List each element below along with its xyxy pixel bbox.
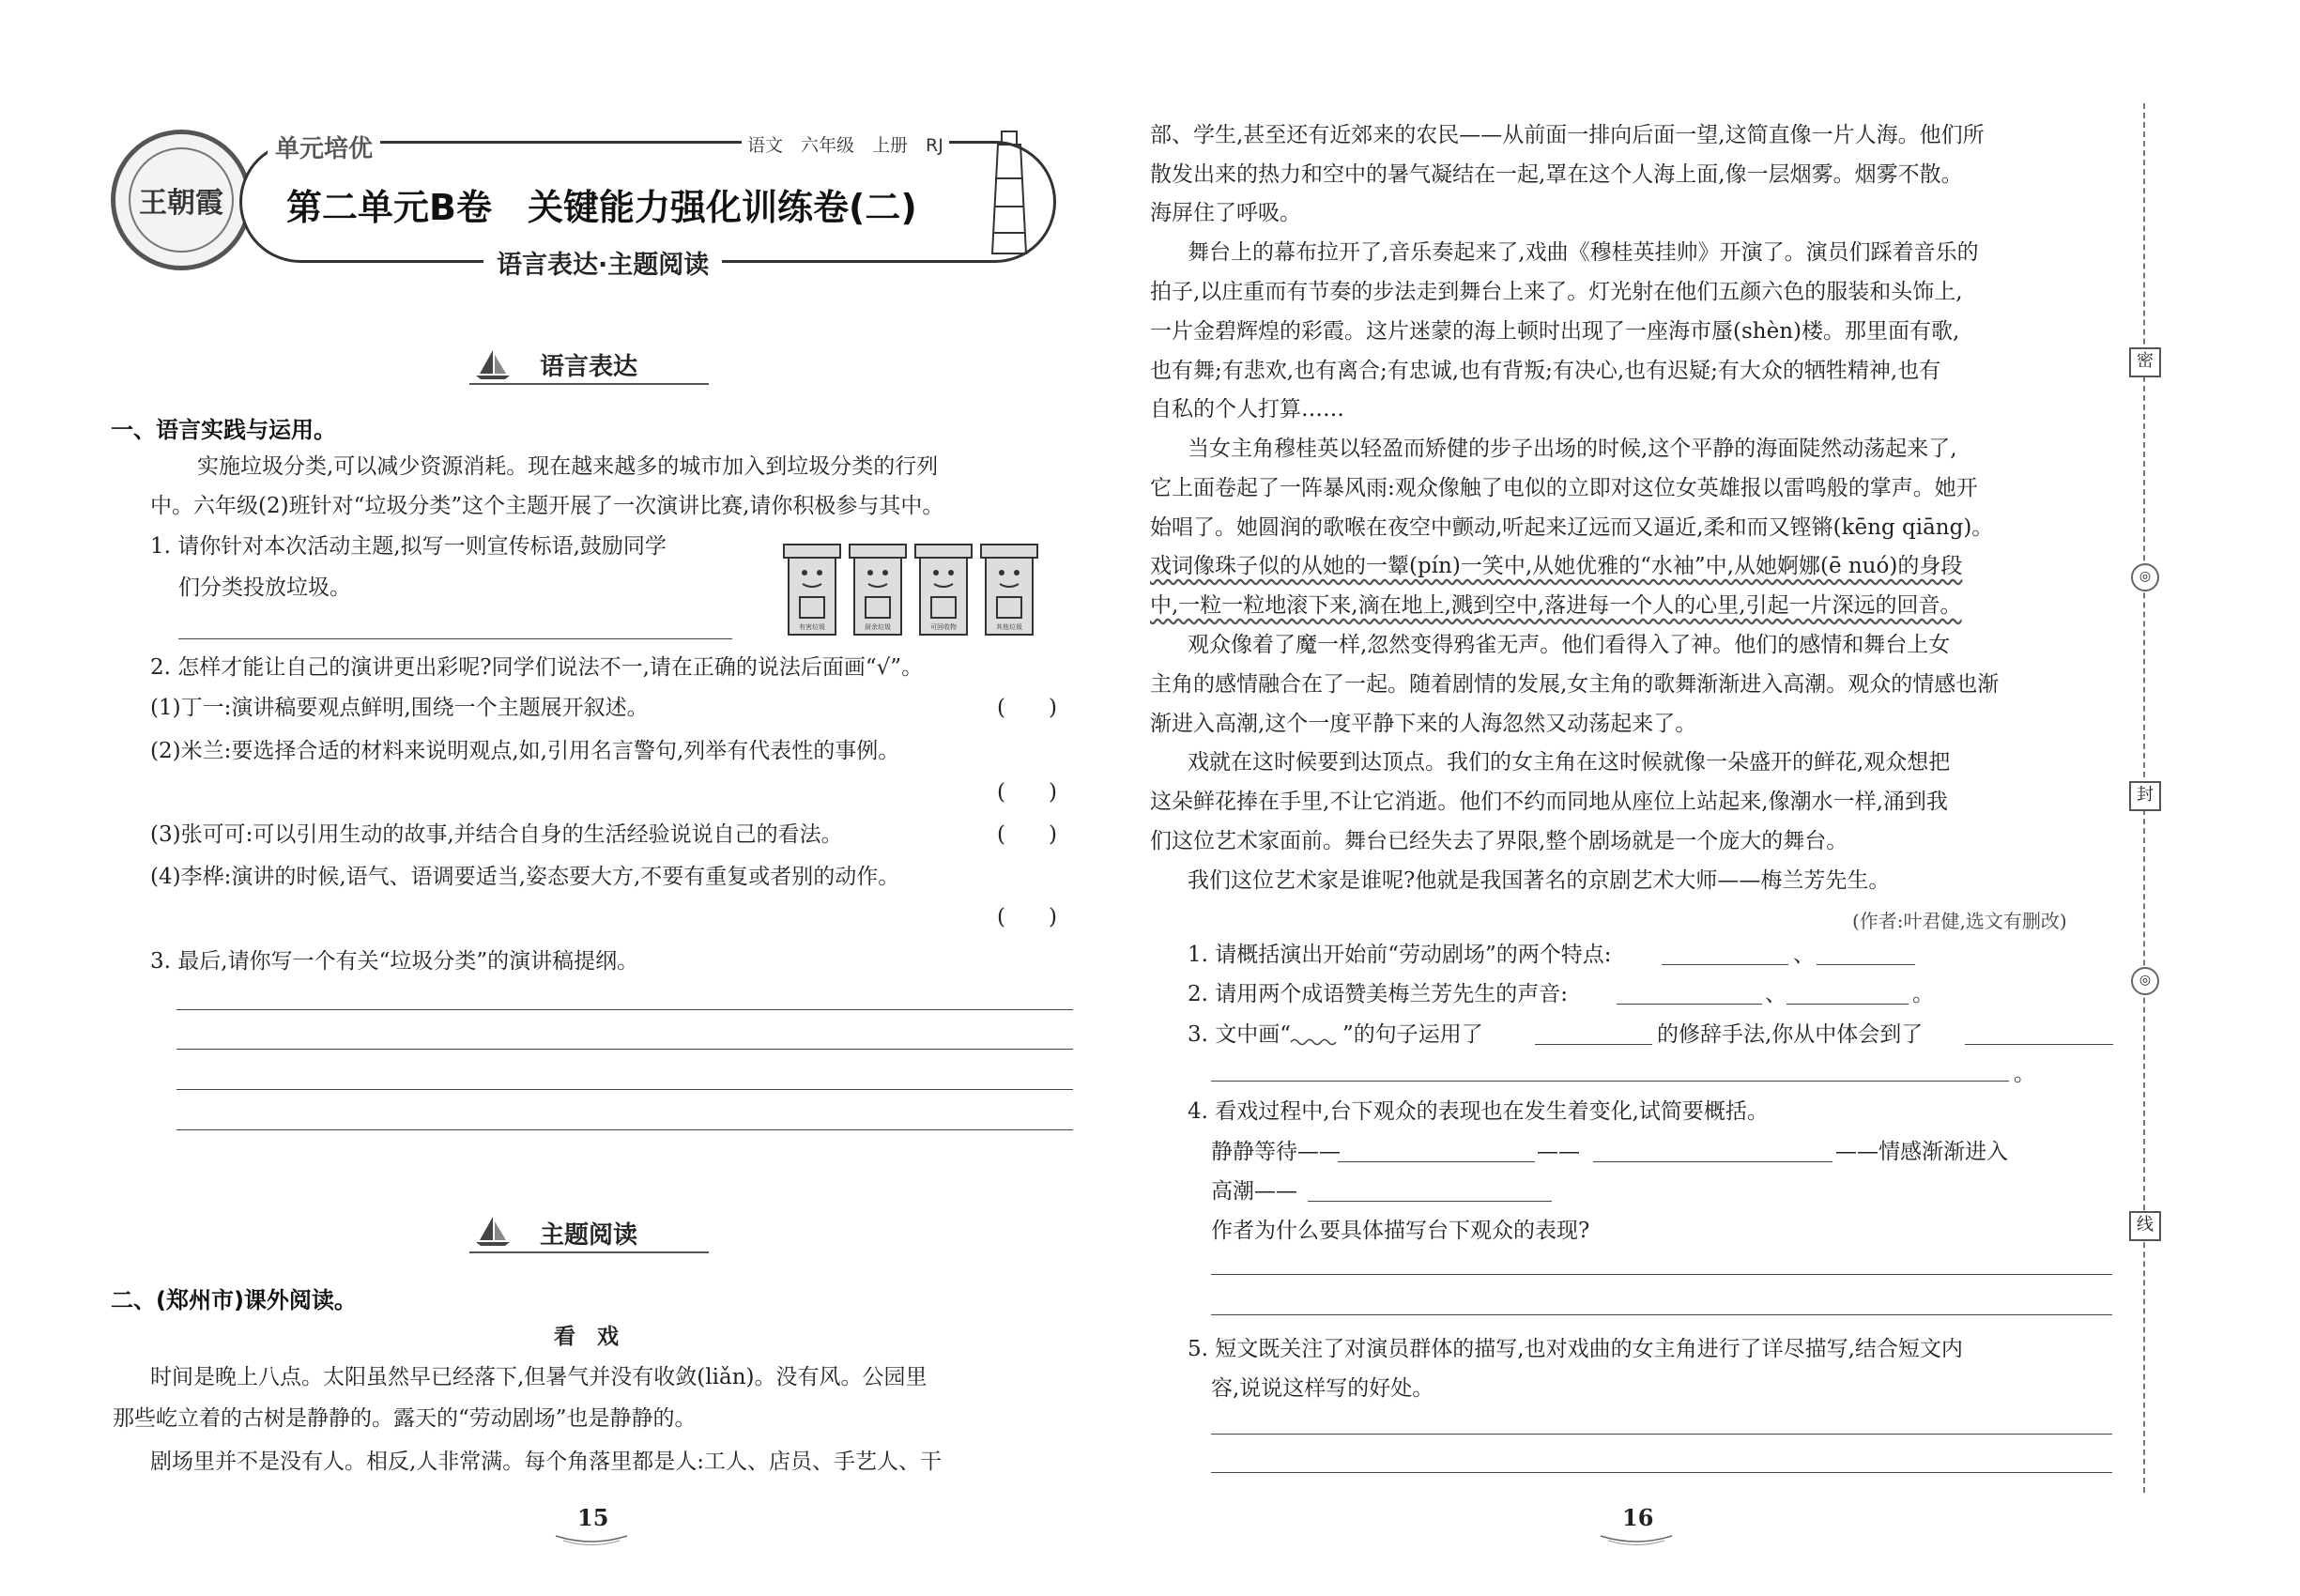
r-q2-end: 。 bbox=[1912, 982, 1934, 1006]
page-number: 15 bbox=[577, 1504, 609, 1531]
page-title: 第二单元B卷 关键能力强化训练卷(二) bbox=[286, 187, 917, 228]
story-line-3: 剧场里并不是没有人。相反,人非常满。每个角落里都是人:工人、店员、手艺人、干 bbox=[150, 1450, 943, 1474]
r-q4-followup: 作者为什么要具体描写台下观众的表现? bbox=[1211, 1219, 1590, 1243]
binding-circle-icon: ◎ bbox=[2131, 967, 2159, 995]
q2-prompt: 2. 怎样才能让自己的演讲更出彩呢?同学们说法不一,请在正确的说法后面画“√”。 bbox=[150, 655, 924, 680]
q2-item-3-paren[interactable]: ( ) bbox=[997, 822, 1057, 847]
page-number-ornament bbox=[554, 1532, 629, 1545]
story-cont-line-19: 们这位艺术家面前。舞台已经失去了界限,整个剧场就是一个庞大的舞台。 bbox=[1150, 829, 1848, 853]
bin-label-4: 其他垃圾 bbox=[996, 623, 1022, 631]
story-title: 看 戏 bbox=[554, 1324, 619, 1349]
q1-line-1: 1. 请你针对本次活动主题,拟写一则宣传标语,鼓励同学 bbox=[150, 534, 667, 559]
part2-heading: 二、(郑州市)课外阅读。 bbox=[111, 1287, 357, 1313]
story-author: (作者:叶君健,选文有删改) bbox=[1852, 910, 2067, 932]
sailboat-icon bbox=[474, 347, 512, 380]
sailboat-icon bbox=[474, 1214, 512, 1247]
intro-line-1: 实施垃圾分类,可以减少资源消耗。现在越来越多的城市加入到垃圾分类的行列 bbox=[197, 454, 939, 479]
grade-meta: 语文 六年级 上册 RJ bbox=[742, 131, 949, 157]
page-number-ornament bbox=[1599, 1532, 1674, 1545]
r-q1-blank-2[interactable] bbox=[1817, 964, 1915, 965]
bin-label-2: 厨余垃圾 bbox=[865, 623, 891, 631]
story-cont-line-11: 始唱了。她圆润的歌喉在夜空中颤动,听起来辽远而又逼近,柔和而又铿锵(kēng qiāng)。 bbox=[1150, 515, 1994, 540]
section-title-reading: 主题阅读 bbox=[540, 1221, 638, 1250]
story-cont-line-12: 戏词像珠子似的从她的一颦(pín)一笑中,从她优雅的“水袖”中,从她婀娜(ē nuó)的身段 bbox=[1150, 554, 1963, 578]
story-cont-line-18: 这朵鲜花捧在手里,不让它消逝。他们不约而同地从座位上站起来,像潮水一样,涌到我 bbox=[1150, 790, 1948, 814]
r-q3-end: 。 bbox=[2014, 1062, 2035, 1086]
q3-answer-line-2[interactable] bbox=[176, 1049, 1073, 1050]
q2-item-3: (3)张可可:可以引用生动的故事,并结合自身的生活经验说说自己的看法。 bbox=[150, 822, 843, 847]
binding-mark-cover: 封 bbox=[2129, 781, 2161, 811]
r-q4-dash: —— bbox=[1537, 1140, 1580, 1164]
right-page bbox=[1150, 0, 2300, 1596]
r-q3-answer-line[interactable] bbox=[1211, 1081, 2009, 1082]
part1-heading: 一、语言实践与运用。 bbox=[111, 417, 336, 443]
q3-prompt: 3. 最后,请你写一个有关“垃圾分类”的演讲稿提纲。 bbox=[150, 949, 639, 974]
story-cont-line-7: 也有舞;有悲欢,也有离合;有忠诚,也有背叛;有决心,也有迟疑;有大众的牺牲精神,也有 bbox=[1150, 359, 1941, 383]
q1-answer-line[interactable] bbox=[178, 638, 732, 639]
page-subtitle: 语言表达·主题阅读 bbox=[483, 244, 722, 281]
r-q3-blank-rhetoric[interactable] bbox=[1535, 1044, 1652, 1045]
r-q3-part-c: 的修辞手法,你从中体会到了 bbox=[1657, 1022, 1924, 1047]
section-underline bbox=[469, 383, 709, 385]
binding-mark-seal: 密 bbox=[2129, 347, 2161, 377]
story-cont-line-5: 拍子,以庄重而有节奏的步法走到舞台上来了。灯光射在他们五颜六色的服装和头饰上, bbox=[1150, 280, 1963, 304]
story-cont-line-3: 海屏住了呼吸。 bbox=[1150, 201, 1301, 225]
q2-item-1: (1)丁一:演讲稿要观点鲜明,围绕一个主题展开叙述。 bbox=[150, 696, 649, 720]
r-q1-blank-1[interactable] bbox=[1662, 964, 1788, 965]
r-q4-answer-line-2[interactable] bbox=[1211, 1314, 2112, 1315]
q1-line-2: 们分类投放垃圾。 bbox=[178, 575, 351, 600]
brand-logo bbox=[111, 130, 252, 270]
r-q3-blank-meaning[interactable] bbox=[1965, 1044, 2113, 1045]
q3-answer-line-4[interactable] bbox=[176, 1129, 1073, 1130]
binding-circle-icon: ◎ bbox=[2131, 563, 2159, 591]
story-cont-line-20: 我们这位艺术家是谁呢?他就是我国著名的京剧艺术大师——梅兰芳先生。 bbox=[1188, 868, 1891, 893]
intro-line-2: 中。六年级(2)班针对“垃圾分类”这个主题开展了一次演讲比赛,请你积极参与其中。 bbox=[150, 494, 944, 518]
q2-item-4: (4)李桦:演讲的时候,语气、语调要适当,姿态要大方,不要有重复或者别的动作。 bbox=[150, 865, 900, 889]
q3-answer-line-3[interactable] bbox=[176, 1089, 1073, 1090]
bin-label-1: 有害垃圾 bbox=[799, 623, 825, 631]
story-cont-line-16: 渐进入高潮,这个一度平静下来的人海忽然又动荡起来了。 bbox=[1150, 712, 1697, 736]
binding-mark-line: 线 bbox=[2129, 1211, 2161, 1241]
r-q3-part-b: ”的句子运用了 bbox=[1342, 1022, 1483, 1047]
story-cont-line-9: 当女主角穆桂英以轻盈而矫健的步子出场的时候,这个平静的海面陡然动荡起来了, bbox=[1188, 437, 1957, 461]
story-line-2: 那些屹立着的古树是静静的。露天的“劳动剧场”也是静静的。 bbox=[113, 1406, 697, 1431]
r-q5-answer-line-2[interactable] bbox=[1211, 1472, 2112, 1473]
story-cont-line-1: 部、学生,甚至还有近郊来的农民——从前面一排向后面一望,这简直像一片人海。他们所 bbox=[1150, 123, 1985, 147]
r-q5-line-2: 容,说说这样写的好处。 bbox=[1211, 1376, 1434, 1401]
r-q2-sep: 、 bbox=[1765, 982, 1786, 1006]
r-q4-stage-4: 高潮—— bbox=[1211, 1179, 1297, 1204]
series-tag: 单元培优 bbox=[268, 130, 380, 164]
section-underline bbox=[469, 1251, 709, 1253]
r-q4-stage-1: 静静等待—— bbox=[1211, 1140, 1341, 1164]
r-q4-blank-3[interactable] bbox=[1308, 1201, 1552, 1202]
r-q2-prompt: 2. 请用两个成语赞美梅兰芳先生的声音: bbox=[1188, 982, 1569, 1006]
story-line-1: 时间是晚上八点。太阳虽然早已经落下,但暑气并没有收敛(liǎn)。没有风。公园里 bbox=[150, 1365, 928, 1389]
story-cont-line-6: 一片金碧辉煌的彩霞。这片迷蒙的海上顿时出现了一座海市蜃(shèn)楼。那里面有歌, bbox=[1150, 319, 1960, 344]
story-cont-line-15: 主角的感情融合在了一起。随着剧情的发展,女主角的歌舞渐渐进入高潮。观众的情感也渐 bbox=[1150, 672, 2000, 697]
q3-answer-line-1[interactable] bbox=[176, 1009, 1073, 1010]
story-cont-line-14: 观众像着了魔一样,忽然变得鸦雀无声。他们看得入了神。他们的感情和舞台上女 bbox=[1188, 633, 1951, 657]
story-cont-line-17: 戏就在这时候要到达顶点。我们的女主角在这时候就像一朵盛开的鲜花,观众想把 bbox=[1188, 750, 1951, 775]
bin-label-3: 可回收物 bbox=[930, 623, 957, 631]
r-q4-blank-1[interactable] bbox=[1338, 1161, 1535, 1162]
r-q1-sep: 、 bbox=[1793, 943, 1815, 967]
r-q4-blank-2[interactable] bbox=[1593, 1161, 1832, 1162]
r-q5-answer-line-1[interactable] bbox=[1211, 1434, 2112, 1435]
r-q1-prompt: 1. 请概括演出开始前“劳动剧场”的两个特点: bbox=[1188, 943, 1612, 967]
r-q3-part-a: 3. 文中画“ bbox=[1188, 1022, 1292, 1047]
section-title-expression: 语言表达 bbox=[540, 353, 638, 381]
wavy-underline-sample bbox=[1289, 1031, 1341, 1046]
story-cont-line-13: 中,一粒一粒地滚下来,滴在地上,溅到空中,落进每一个人的心里,引起一片深远的回音。 bbox=[1150, 593, 1962, 618]
garbage-bins-illustration bbox=[779, 535, 1042, 638]
q2-item-2: (2)米兰:要选择合适的材料来说明观点,如,引用名言警句,列举有代表性的事例。 bbox=[150, 739, 900, 763]
story-cont-line-10: 它上面卷起了一阵暴风雨:观众像触了电似的立即对这位女英雄报以雷鸣般的掌声。她开 bbox=[1150, 476, 1978, 500]
lighthouse-icon bbox=[981, 122, 1037, 263]
story-cont-line-2: 散发出来的热力和空中的暑气凝结在一起,罩在这个人海上面,像一层烟雾。烟雾不散。 bbox=[1150, 162, 1963, 187]
q2-item-4-paren[interactable]: ( ) bbox=[997, 905, 1057, 929]
r-q4-prompt: 4. 看戏过程中,台下观众的表现也在发生着变化,试简要概括。 bbox=[1188, 1099, 1769, 1124]
story-cont-line-8: 自私的个人打算…… bbox=[1150, 397, 1344, 422]
r-q2-blank-2[interactable] bbox=[1786, 1004, 1909, 1005]
r-q4-stage-3: ——情感渐渐进入 bbox=[1835, 1140, 2008, 1164]
r-q4-answer-line-1[interactable] bbox=[1211, 1274, 2112, 1275]
q2-item-1-paren[interactable]: ( ) bbox=[997, 696, 1057, 720]
story-cont-line-4: 舞台上的幕布拉开了,音乐奏起来了,戏曲《穆桂英挂帅》开演了。演员们踩着音乐的 bbox=[1188, 240, 1979, 265]
q2-item-2-paren[interactable]: ( ) bbox=[997, 780, 1057, 805]
logo-text: 王朝霞 bbox=[129, 147, 234, 253]
r-q2-blank-1[interactable] bbox=[1617, 1004, 1762, 1005]
r-q5-line-1: 5. 短文既关注了对演员群体的描写,也对戏曲的女主角进行了详尽描写,结合短文内 bbox=[1188, 1337, 1963, 1361]
page-number: 16 bbox=[1622, 1504, 1654, 1531]
